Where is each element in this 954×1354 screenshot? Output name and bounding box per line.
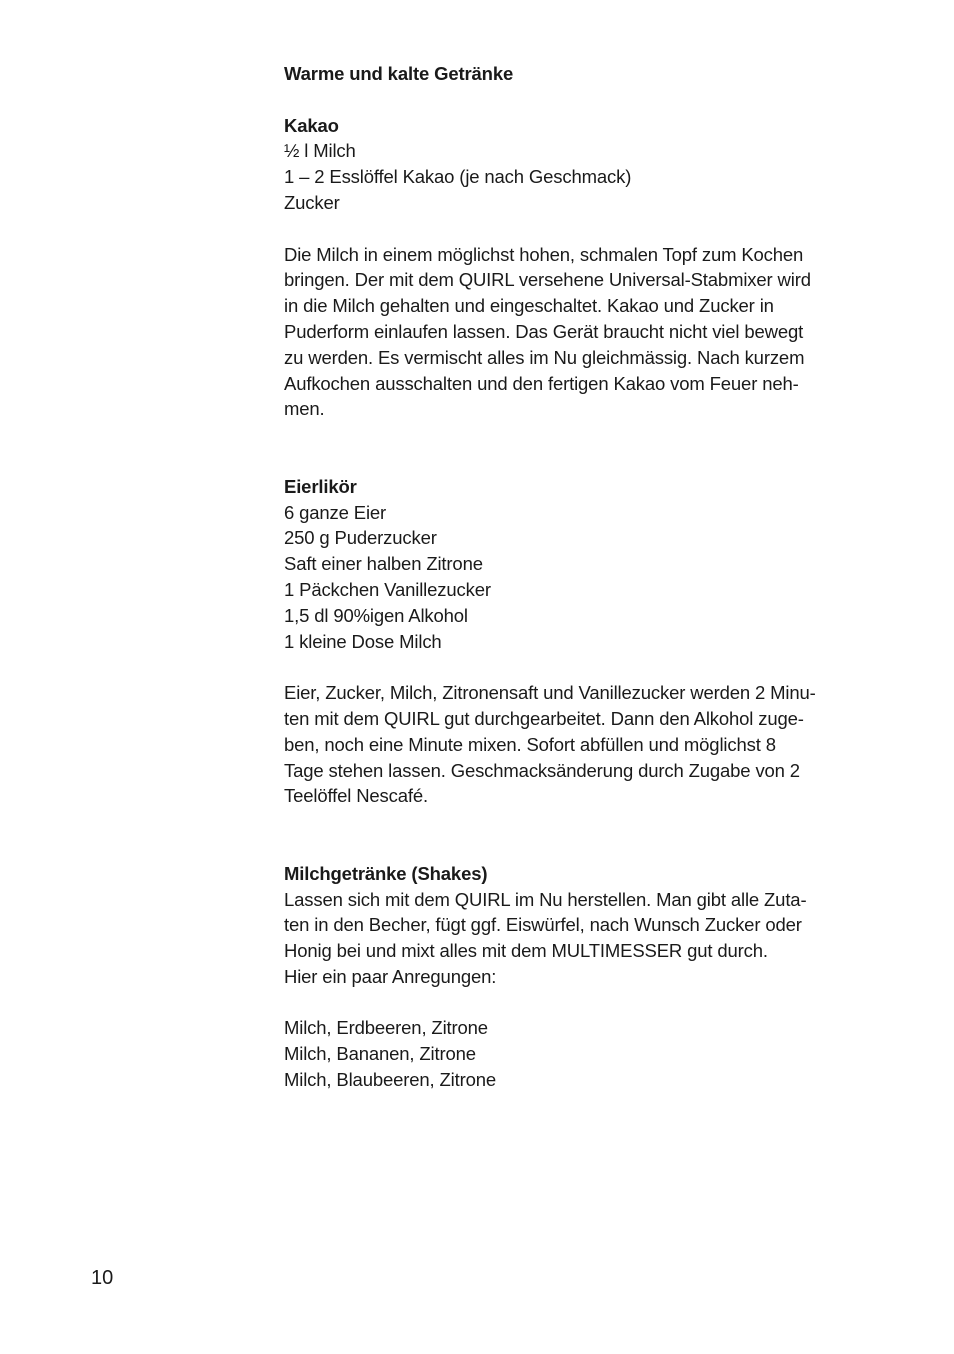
page-title: Warme und kalte Getränke xyxy=(284,63,514,84)
spacer xyxy=(284,654,874,680)
spacer xyxy=(284,87,874,113)
instruction-line: Teelöffel Nescafé. xyxy=(284,785,429,807)
recipe-heading: Milchgetränke (Shakes) xyxy=(284,862,488,884)
ingredient-item: ½ l Milch xyxy=(284,140,356,162)
instructions-paragraph xyxy=(284,242,874,423)
instruction-line: Aufkochen ausschalten und den fertigen Kakao vom Feuer neh- xyxy=(284,372,799,394)
ingredient-item: 1 Päckchen Vanillezucker xyxy=(284,578,491,600)
ingredient-item: 6 ganze Eier xyxy=(284,501,387,523)
spacer xyxy=(284,809,874,861)
ingredient-item: 1 – 2 Esslöffel Kakao (je nach Geschmack) xyxy=(284,166,632,188)
ingredient-list xyxy=(284,138,874,215)
ingredient-item: 1,5 dl 90%igen Alkohol xyxy=(284,604,468,626)
page-content xyxy=(284,61,874,1093)
intro-line: Hier ein paar Anregungen: xyxy=(284,965,497,987)
recipe-heading: Eierlikör xyxy=(284,475,357,497)
ingredient-item: Saft einer halben Zitrone xyxy=(284,553,483,575)
instruction-line: bringen. Der mit dem QUIRL versehene Universal-Stabmixer wird xyxy=(284,269,811,291)
suggestion-item: Milch, Bananen, Zitrone xyxy=(284,1043,476,1065)
intro-paragraph xyxy=(284,887,874,990)
instruction-line: men. xyxy=(284,398,325,420)
instruction-line: zu werden. Es vermischt alles im Nu gleichmässig. Nach kurzem xyxy=(284,346,805,368)
instruction-line: ten mit dem QUIRL gut durchgearbeitet. Dann den Alkohol zuge- xyxy=(284,707,804,729)
recipe-milchgetraenke xyxy=(284,861,874,1093)
intro-line: Honig bei und mixt alles mit dem MULTIMESSER gut durch. xyxy=(284,940,768,962)
instruction-line: in die Milch gehalten und eingeschaltet. Kakao und Zucker in xyxy=(284,295,774,317)
recipe-eierlikoer xyxy=(284,474,874,809)
ingredient-item: 1 kleine Dose Milch xyxy=(284,630,442,652)
instruction-line: ben, noch eine Minute mixen. Sofort abfüllen und möglichst 8 xyxy=(284,733,776,755)
instructions-paragraph xyxy=(284,680,874,809)
spacer xyxy=(284,990,874,1016)
instruction-line: Eier, Zucker, Milch, Zitronensaft und Vanillezucker werden 2 Minu- xyxy=(284,682,816,704)
instruction-line: Puderform einlaufen lassen. Das Gerät braucht nicht viel bewegt xyxy=(284,320,804,342)
spacer xyxy=(284,216,874,242)
intro-line: ten in den Becher, fügt ggf. Eiswürfel, nach Wunsch Zucker oder xyxy=(284,914,802,936)
ingredient-list xyxy=(284,500,874,655)
suggestion-list xyxy=(284,1015,874,1092)
suggestion-item: Milch, Erdbeeren, Zitrone xyxy=(284,1017,488,1039)
intro-line: Lassen sich mit dem QUIRL im Nu herstellen. Man gibt alle Zuta- xyxy=(284,888,807,910)
spacer xyxy=(284,422,874,474)
suggestion-item: Milch, Blaubeeren, Zitrone xyxy=(284,1069,497,1091)
instruction-line: Die Milch in einem möglichst hohen, schmalen Topf zum Kochen xyxy=(284,243,804,265)
ingredient-item: Zucker xyxy=(284,191,340,213)
recipe-kakao xyxy=(284,113,874,423)
page-number: 10 xyxy=(91,1267,114,1289)
ingredient-item: 250 g Puderzucker xyxy=(284,527,437,549)
recipe-heading: Kakao xyxy=(284,114,339,136)
instruction-line: Tage stehen lassen. Geschmacksänderung durch Zugabe von 2 xyxy=(284,759,800,781)
